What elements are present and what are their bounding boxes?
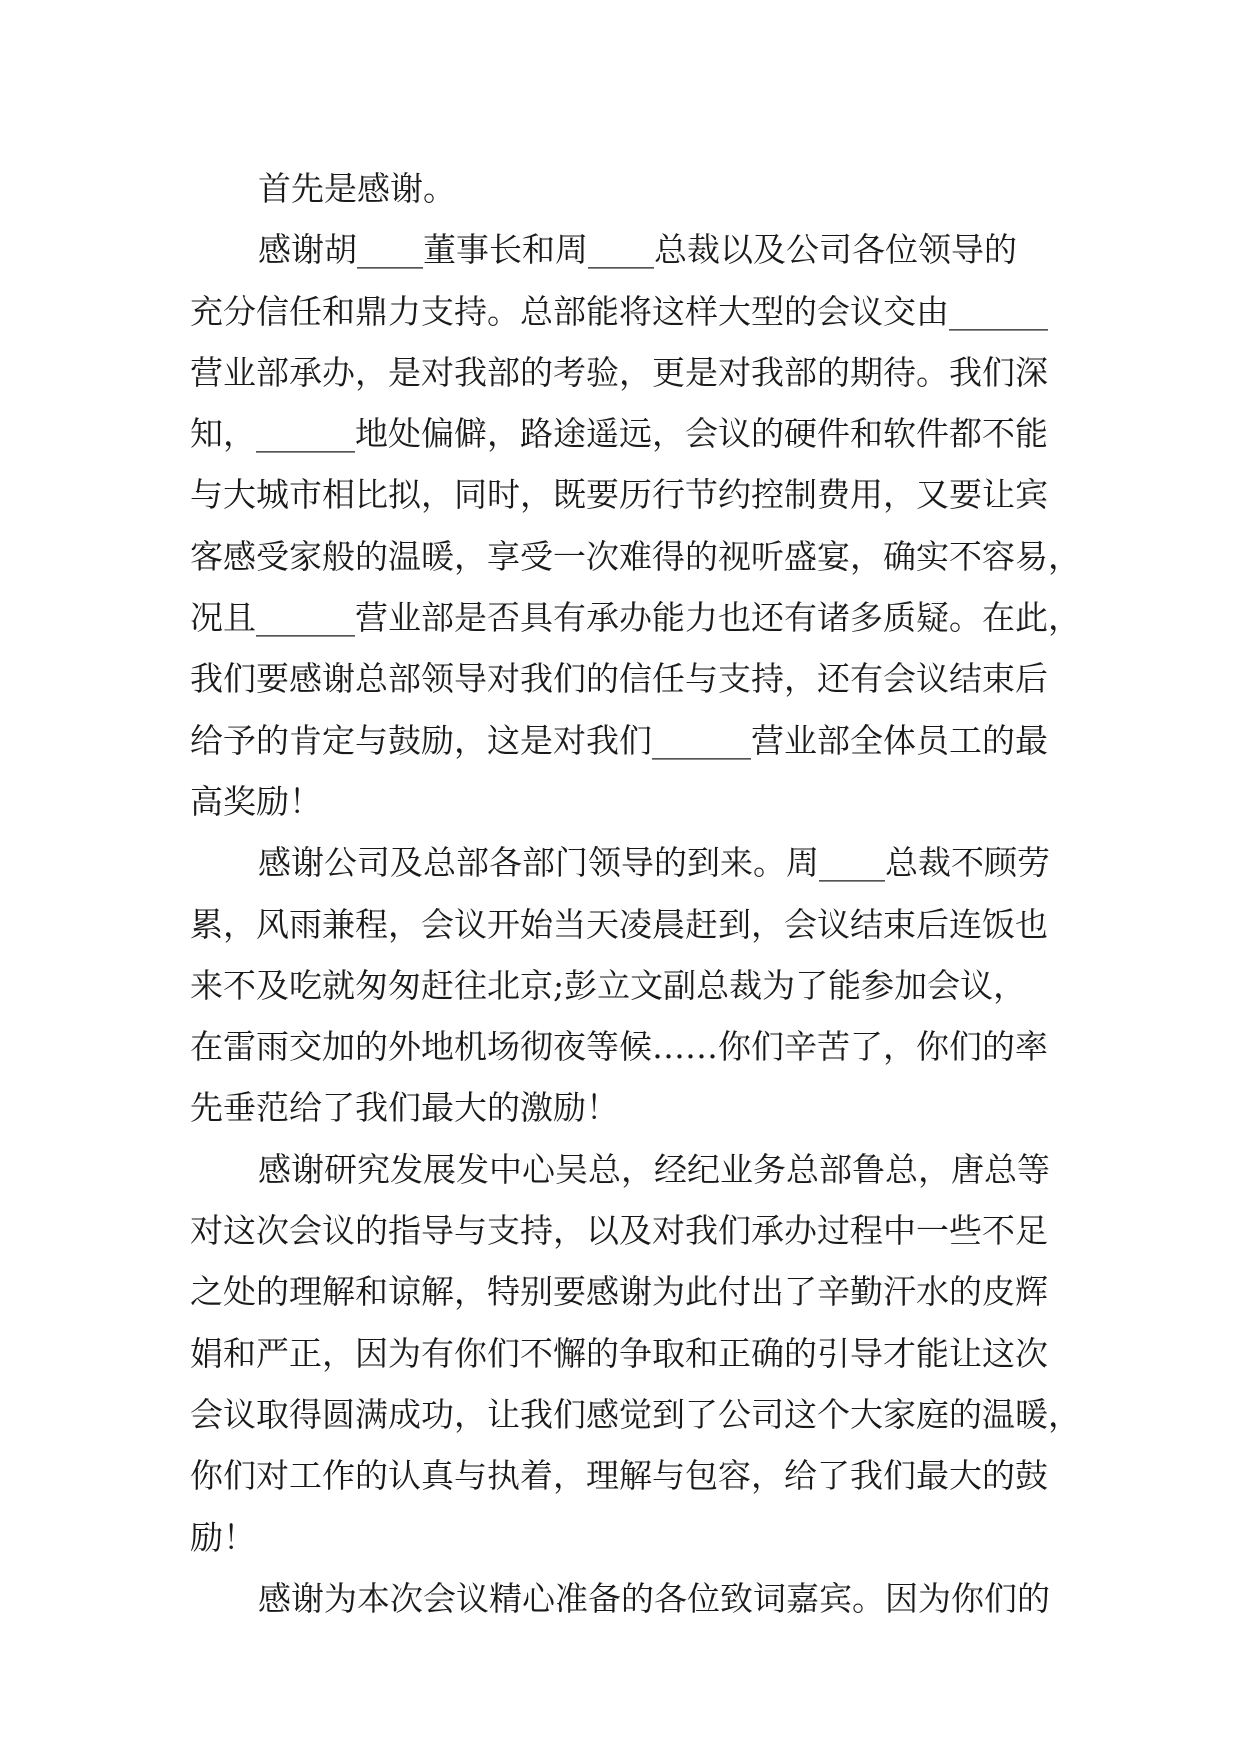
- paragraph-4-line-3: 之处的理解和谅解，特别要感谢为此付出了辛勤汗水的皮辉: [190, 1272, 1048, 1312]
- paragraph-4-line-4: 娟和严正，因为有你们不懈的争取和正确的引导才能让这次: [190, 1333, 1048, 1373]
- paragraph-3-line-3: 来不及吃就匆匆赶往北京;彭立文副总裁为了能参加会议，: [190, 965, 1027, 1005]
- paragraph-2-line-8: 我们要感谢总部领导对我们的信任与支持，还有会议结束后: [190, 659, 1048, 699]
- paragraph-2-line-10: 高奖励！: [190, 781, 322, 821]
- paragraph-1-line-1: 首先是感谢。: [258, 169, 456, 208]
- paragraph-5-line-1: 感谢为本次会议精心准备的各位致词嘉宾。因为你们的: [258, 1578, 1050, 1618]
- paragraph-2-line-1: 感谢胡____董事长和周____总裁以及公司各位领导的: [258, 230, 1017, 270]
- paragraph-3-line-1: 感谢公司及总部各部门领导的到来。周____总裁不顾劳: [258, 843, 1050, 883]
- paragraph-2-line-9: 给予的肯定与鼓励，这是对我们______营业部全体员工的最: [190, 720, 1048, 760]
- paragraph-4-line-6: 你们对工作的认真与执着，理解与包容，给了我们最大的鼓: [190, 1456, 1048, 1496]
- paragraph-3-line-2: 累，风雨兼程，会议开始当天凌晨赶到，会议结束后连饭也: [190, 904, 1048, 944]
- paragraph-4-line-5: 会议取得圆满成功，让我们感觉到了公司这个大家庭的温暖，: [190, 1394, 1081, 1434]
- paragraph-4-line-1: 感谢研究发展发中心吴总，经纪业务总部鲁总，唐总等: [258, 1149, 1050, 1189]
- paragraph-2-line-3: 营业部承办，是对我部的考验，更是对我部的期待。我们深: [190, 352, 1048, 392]
- paragraph-2-line-4: 知，______地处偏僻，路途遥远，会议的硬件和软件都不能: [190, 414, 1048, 454]
- paragraph-2-line-2: 充分信任和鼎力支持。总部能将这样大型的会议交由______: [190, 291, 1048, 331]
- document-body: [190, 158, 1081, 1629]
- paragraph-3-line-4: 在雷雨交加的外地机场彻夜等候……你们辛苦了，你们的率: [190, 1027, 1048, 1067]
- paragraph-2-line-5: 与大城市相比拟，同时，既要历行节约控制费用，又要让宾: [190, 475, 1048, 515]
- paragraph-2-line-7: 况且______营业部是否具有承办能力也还有诸多质疑。在此，: [190, 598, 1081, 638]
- paragraph-2-line-6: 客感受家般的温暖，享受一次难得的视听盛宴，确实不容易，: [190, 536, 1081, 576]
- paragraph-4-line-7: 励！: [190, 1517, 256, 1557]
- paragraph-3-line-5: 先垂范给了我们最大的激励！: [190, 1088, 619, 1128]
- paragraph-4-line-2: 对这次会议的指导与支持，以及对我们承办过程中一些不足: [190, 1211, 1048, 1251]
